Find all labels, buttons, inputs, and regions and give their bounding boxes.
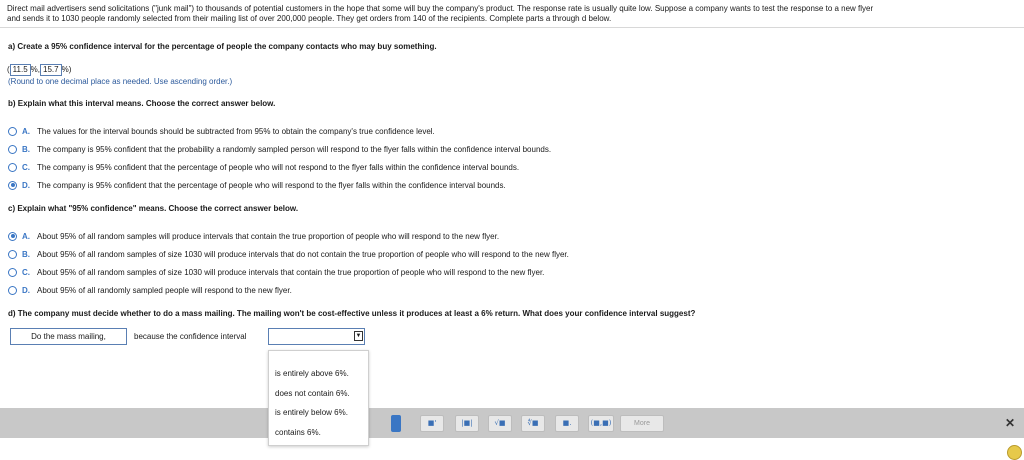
option-text: About 95% of all random samples will produce intervals that contain the true proportion of people who will respond to the new flyer. [37, 231, 500, 241]
option-text: The values for the interval bounds should be subtracted from 95% to obtain the company's true confidence level. [37, 126, 435, 136]
action-answer-box[interactable]: Do the mass mailing, [10, 328, 127, 345]
option-text: About 95% of all random samples of size 1030 will produce intervals that do not contain the true proportion of people who will respond to the new flyer. [37, 249, 569, 259]
radio-icon[interactable] [8, 145, 17, 154]
intro-line-1: Direct mail advertisers send solicitations ("junk mail") to thousands of potential customers in the hope that some will buy the company's product. The response rate is usually quite low. Suppose a company wants to test the response to a new flyer [7, 4, 874, 13]
dropdown-option-not-contain[interactable]: does not contain 6%. [275, 389, 350, 398]
part-a-question: a) Create a 95% confidence interval for the percentage of people the company contacts who may buy something. [8, 42, 437, 51]
option-text: About 95% of all randomly sampled people will respond to the new flyer. [37, 285, 292, 295]
option-text: The company is 95% confident that the probability a randomly sampled person will respond to the flyer falls within the confidence interval bounds. [37, 144, 552, 154]
part-a-answer-row [7, 64, 71, 76]
radio-selected-icon[interactable] [8, 232, 17, 241]
toolbar-sqrt-button[interactable]: √■ [488, 415, 512, 432]
math-toolbar [0, 408, 1024, 438]
dropdown-option-contains[interactable]: contains 6%. [275, 428, 321, 437]
option-letter: C. [22, 162, 30, 172]
option-text: The company is 95% confident that the percentage of people who will not respond to the flyer falls within the confidence interval bounds. [37, 162, 520, 172]
pct-comma: %, [30, 65, 40, 74]
option-text: About 95% of all random samples of size 1030 will produce intervals that contain the true proportion of people who will respond to the new flyer. [37, 267, 545, 277]
answer-option[interactable] [8, 143, 551, 155]
dropdown-arrow-icon[interactable]: ▼ [355, 333, 362, 339]
dropdown-option-below[interactable]: is entirely below 6%. [275, 408, 348, 417]
lower-bound-input[interactable]: 11.5 [10, 64, 31, 76]
interval-dropdown-menu [268, 350, 369, 446]
help-icon[interactable] [1007, 445, 1022, 460]
toolbar-exponent-button[interactable]: ■' [420, 415, 444, 432]
toolbar-fraction-icon[interactable] [391, 415, 401, 432]
because-text: because the confidence interval [134, 332, 247, 341]
answer-option[interactable] [8, 230, 499, 242]
option-letter: D. [22, 285, 30, 295]
radio-selected-icon[interactable] [8, 181, 17, 190]
part-b-question: b) Explain what this interval means. Choose the correct answer below. [8, 99, 276, 108]
radio-icon[interactable] [8, 268, 17, 277]
radio-icon[interactable] [8, 250, 17, 259]
part-d-question: d) The company must decide whether to do a mass mailing. The mailing won't be cost-effective unless it produces at least a 6% return. What does your confidence interval suggest? [8, 309, 696, 318]
problem-intro [7, 4, 1017, 24]
option-text: The company is 95% confident that the percentage of people who will respond to the flyer falls within the confidence interval bounds. [37, 180, 506, 190]
option-letter: C. [22, 267, 30, 277]
radio-icon[interactable] [8, 163, 17, 172]
option-letter: D. [22, 180, 30, 190]
radio-icon[interactable] [8, 286, 17, 295]
part-c-question: c) Explain what "95% confidence" means. Choose the correct answer below. [8, 204, 299, 213]
toolbar-more-button[interactable]: More [620, 415, 664, 432]
option-letter: A. [22, 231, 30, 241]
dropdown-option-above[interactable]: is entirely above 6%. [275, 369, 349, 378]
answer-option[interactable] [8, 248, 569, 260]
pct-close: %) [61, 65, 72, 74]
option-letter: B. [22, 249, 30, 259]
toolbar-nthroot-button[interactable]: ∜■ [521, 415, 545, 432]
upper-bound-input[interactable]: 15.7 [40, 64, 62, 76]
answer-option[interactable] [8, 284, 292, 296]
divider [0, 27, 1024, 28]
answer-option[interactable] [8, 125, 435, 137]
answer-option[interactable] [8, 179, 506, 191]
part-a-hint: (Round to one decimal place as needed. Use ascending order.) [8, 77, 233, 86]
option-letter: B. [22, 144, 30, 154]
toolbar-absolute-button[interactable]: |■| [455, 415, 479, 432]
intro-line-2: and sends it to 1030 people randomly selected from their mailing list of over 200,000 people. They get orders from 140 of the recipients. Complete parts a through d below. [7, 14, 612, 23]
toolbar-interval-button[interactable]: (■,■) [588, 415, 614, 432]
answer-option[interactable] [8, 266, 544, 278]
option-letter: A. [22, 126, 30, 136]
radio-icon[interactable] [8, 127, 17, 136]
open-paren: ( [7, 65, 10, 74]
close-icon[interactable]: ✕ [1004, 416, 1015, 430]
toolbar-decimal-button[interactable]: ■. [555, 415, 579, 432]
answer-option[interactable] [8, 161, 519, 173]
interval-select[interactable] [268, 328, 365, 345]
